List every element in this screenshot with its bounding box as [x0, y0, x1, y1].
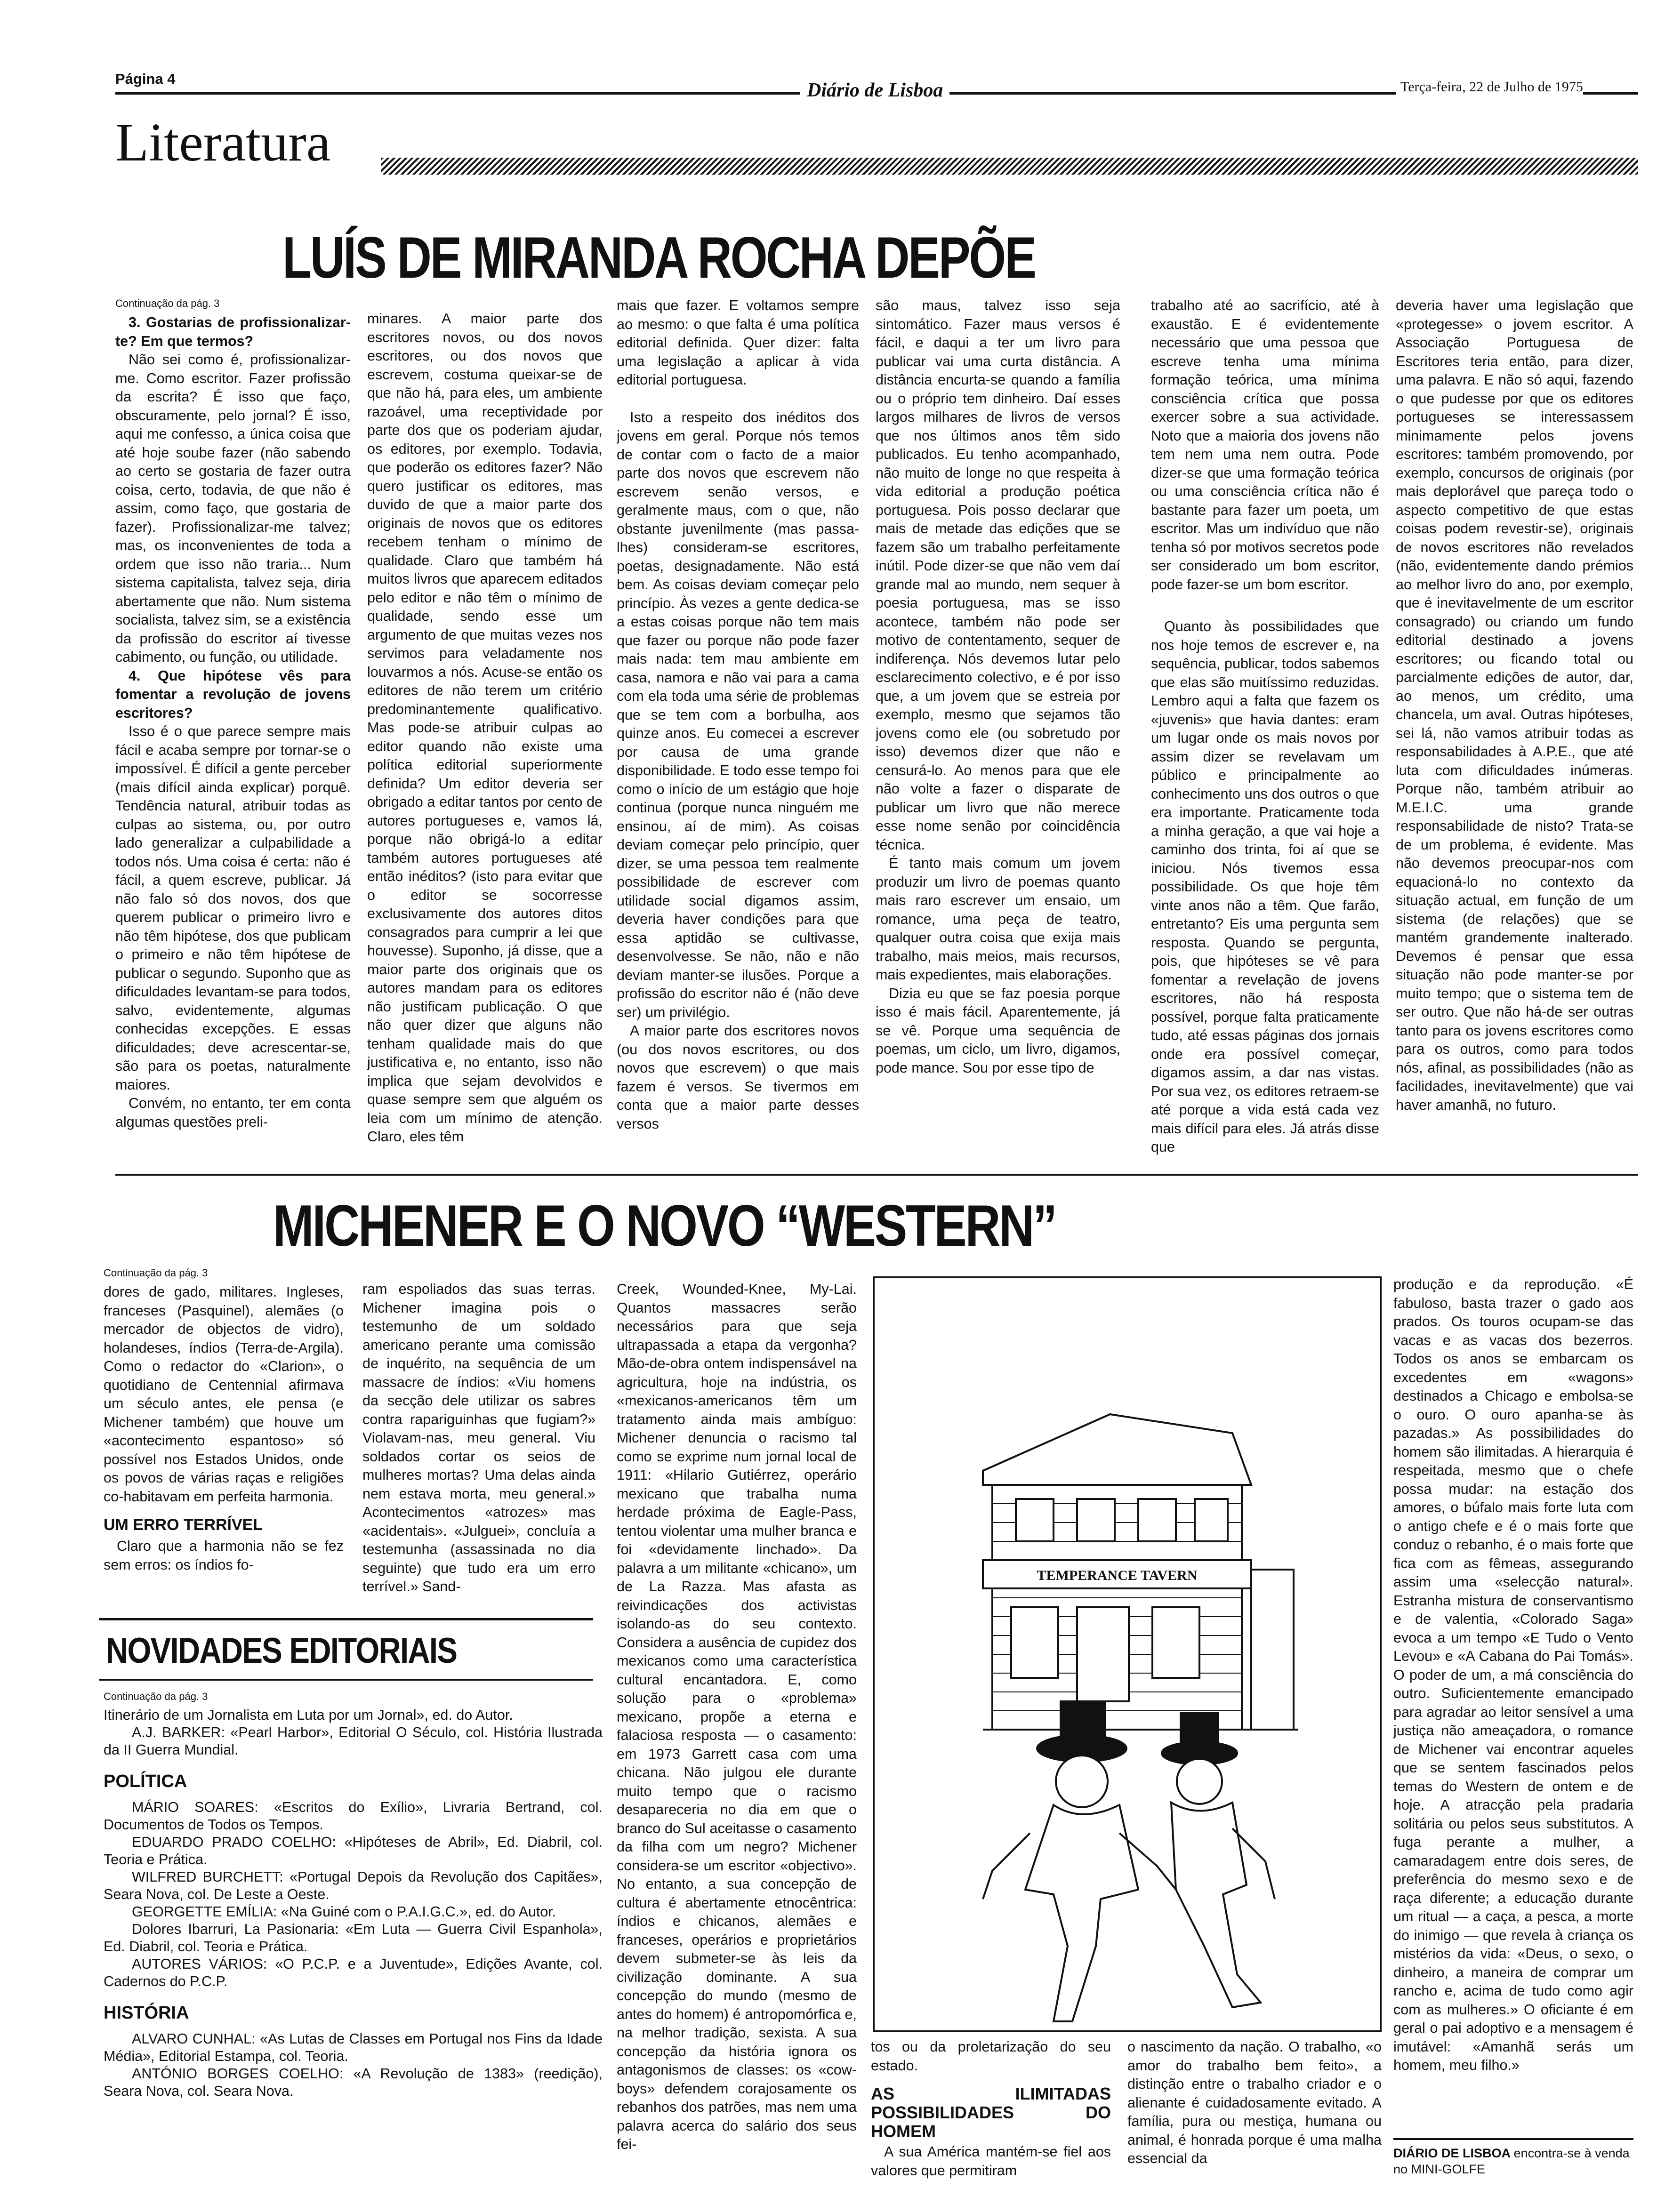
article-separator [115, 1174, 1638, 1176]
article2-col4 [871, 2038, 1111, 2203]
question-3: 3. Gostarias de profissionalizar-te? Em que termos? [115, 314, 351, 349]
newspaper-name: Diário de Lisboa [800, 79, 949, 102]
novidades-bottom-rule [99, 1679, 593, 1681]
continued-label: Continuação da pág. 3 [104, 1267, 208, 1279]
footer-note [1393, 2145, 1633, 2177]
paragraph: minares. A maior parte dos escritores novos, ou dos novos escritores, ou dos novos que escrevem, costuma queixar-se de que não há, para eles, um ambiente razoável, uma receptividade por parte dos que os poderiam ajudar, os editores, por exemplo. Todavia, que poderão os editores fazer? Não quero justificar os editores, mas duvido de que a maior parte dos originais de novos que os editores recebem tenham o mínimo de qualidade. Claro que também há muitos livros que aparecem editados pelo editor e não têm o mínimo de qualidade, sendo esse um argumento de que muitas vezes nos servimos para veladamente nos louvarmos a nós. Acuse-se então os editores de não terem um critério predominantemente qualificativo. Mas pode-se atribuir culpas ao editor quando não existe uma política editorial superiormente definida? Um editor deveria ser obrigado a editar tantos por cento de autores portugueses e, vamos lá, porque não obrigá-lo a editar também autores portugueses até então inéditos? (isto para evitar que o editor se socorresse exclusivamente dos autores ditos consagrados para cumprir a lei que houvesse). Suponho, já disse, que a maior parte dos originais que os autores mandam para os editores não justificam publicação. O que não quer dizer que alguns não tenham qualidade mais do que justificativa e, no entanto, isso não implica que sejam devolvidos e quase sempre sem que alguém os leia com um mínimo de atenção. Claro, eles têm [367, 311, 603, 1145]
article1-headline: LUÍS DE MIRANDA ROCHA DEPÕE [282, 225, 1035, 290]
continued-label: Continuação da pág. 3 [115, 297, 220, 309]
novidades-item: GEORGETTE EMÍLIA: «Na Guiné com o P.A.I.G.C.», ed. do Autor. [132, 1904, 556, 1920]
question-4: 4. Que hipótese vês para fomentar a revolução de jovens escritores? [115, 667, 351, 721]
article1-col6 [1396, 297, 1633, 1162]
paragraph: Isto a respeito dos inéditos dos jovens em geral. Porque nós temos de contar com o facto de a maior parte dos novos que escrevem não escrevem senão versos, e geralmente maus, com o que, não obstante juvenilmente (mas passa-lhes) consideram-se escritores, poetas, designadamente. Não está bem. As coisas deviam começar pelo princípio. Às vezes a gente dedica-se a estas coisas porque não tem mais que fazer ou porque não pode fazer mais nada: tem mau ambiente em casa, namora e não vai para a cama com ela toda uma série de problemas que se tem com a borbulha, aos quinze anos. Eu comecei a escrever por causa de uma grande disponibilidade. E todo esse tempo foi como o início de um estágio que hoje continua (porque nunca ninguém me ensinou, aí de mim). As coisas deviam começar pelo princípio, quer dizer, se uma pessoa tem realmente possibilidade de escrever com utilidade social digamos assim, deveria haver condições para que essa aptidão se cultivasse, desenvolvesse. Se não, não e não deviam manter-se ilusões. Porque a profissão do escritor não é (não deve ser) um privilégio. [617, 409, 859, 1020]
paragraph: mais que fazer. E voltamos sempre ao mesmo: o que falta é uma política editorial definida. Quer dizer: falta uma legislação a aplicar à vida editorial portuguesa. [617, 297, 859, 388]
novidades-item: ANTÓNIO BORGES COELHO: «A Revolução de 1383» (reedição), Seara Nova, col. Seara Nova. [104, 2066, 603, 2099]
paragraph: É tanto mais comum um jovem produzir um livro de poemas quanto mais raro escrever um ensaio, um romance, uma peça de teatro, qualquer outra coisa que exija mais trabalho, mais meios, mais recursos, mais expedientes, mais elaborações. [876, 855, 1120, 983]
illustration-frame [873, 1276, 1382, 2032]
paragraph: são maus, talvez isso seja sintomático. Fazer maus versos é fácil, e daqui a ter um livro para publicar vai uma curta distância. A distância encurta-se quando a família ou o próprio tem dinheiro. Daí esses largos milhares de livros de versos que nos últimos anos têm sido publicados. Eu tenho acompanhado, não muito de longe no que respeita à vida editorial a produção poética portuguesa. Pois posso declarar que mais de metade das edições que se fazem são um trabalho perfeitamente inútil. Pode dizer-se que não vem daí grande mal ao mundo, nem sequer à poesia portuguesa, mas se isso acontece, também não pode ser motivo de contentamento, sequer de indiferença. Nós devemos lutar pelo esclarecimento colectivo, e é por isso que, a um jovem que se estreia por exemplo, mesmo que sejamos tão jovens como ele (ou sobretudo por isso) devemos dizer que não e censurá-lo. Ao menos para que ele não volte a fazer o disparate de publicar um livro que não merece esse nome senão por coincidência técnica. [876, 297, 1120, 853]
footer-rule [1393, 2138, 1633, 2140]
article2-col6 [1393, 1275, 1633, 2137]
novidades-item: AUTORES VÁRIOS: «O P.C.P. e a Juventude», Edições Avante, col. Cadernos do P.C.P. [104, 1956, 603, 1989]
paragraph: Convém, no entanto, ter em conta algumas questões preli- [115, 1095, 351, 1130]
paragraph: Claro que a harmonia não se fez sem erros: os índios fo- [104, 1538, 344, 1573]
novidades-item: EDUARDO PRADO COELHO: «Hipóteses de Abril», Ed. Diabril, col. Teoria e Prática. [104, 1834, 603, 1867]
novidades-item: Dolores Ibarruri, La Pasionaria: «Em Luta — Guerra Civil Espanhola», Ed. Diabril, col. Teoria e Prática. [104, 1921, 603, 1955]
section-title-hatch [381, 158, 1638, 175]
paragraph: dores de gado, militares. Ingleses, franceses (Pasquinel), alemães (o mercador de objectos de vidro), holandeses, índios (Terra-de-Argila). Como o redactor do «Clarion», o quotidiano de Centennial afirmava um século antes, ele pensa (e Michener também) que houve um «acontecimento espantoso» só possível nos Estados Unidos, onde os povos de várias raças e religiões co-habitavam em perfeita harmonia. [104, 1284, 344, 1505]
novidades-item: ALVARO CUNHAL: «As Lutas de Classes em Portugal nos Fins da Idade Média», Editorial Estampa, col. Teoria. [104, 2031, 603, 2064]
paragraph: A maior parte dos escritores novos (ou dos novos escritores, ou dos novos que escrevem) o que mais fazem é versos. Se tivermos em conta que a maior parte desses versos [617, 1023, 859, 1132]
paragraph: A sua América mantém-se fiel aos valores que permitiram [871, 2144, 1111, 2179]
novidades-item: Itinerário de um Jornalista em Luta por um Jornal», ed. do Autor. [104, 1707, 513, 1723]
paragraph: o nascimento da nação. O trabalho, «o amor do trabalho bem feito», a distinção entre o trabalho criador e o alienante é cuidadosamente evitado. A família, pura ou mestiça, humana ou animal, é honrada porque é uma malha essencial da [1127, 2039, 1382, 2166]
article1-col2 [367, 310, 603, 1162]
article2-col5 [1127, 2038, 1382, 2203]
article1-col4 [876, 297, 1120, 1162]
paragraph: Creek, Wounded-Knee, My-Lai. Quantos massacres serão necessários para que seja ultrapassada a etapa da vergonha? Mão-de-obra ontem indispensável na agricultura, hoje na indústria, os «mexicanos-americanos têm um tratamento ainda mais ambíguo: Michener denuncia o racismo tal como se exprime num jornal local de 1911: «Hilario Gutiérrez, operário mexicano que trabalha numa herdade próxima de Eagle-Pass, tentou violentar uma mulher branca e foi «devidamente linchado». Da palavra a um militante «chicano», um de La Razza. Mas afasta as reivindicações dos activistas isolando-as do seu contexto. Considera a ausência de cupidez dos mexicanos como uma característica cultural encantadora. E, como solução para o «problema» mexicano, propõe a eterna e falaciosa resposta — o casamento: em 1973 Garrett casa com uma chicana. Não julgou ele durante muito tempo que o racismo desapareceria no dia em que o branco do Sul aceitasse o casamento da filha com um negro? Michener considera-se um escritor «objectivo». No entanto, a sua concepção de cultura é abertamente etnocêntrica: índios e chicanos, alemães e franceses, operários e proprietários devem submeter-se às leis da civilização dominante. A sua concepção do mundo (mesmo de antes do homem) é antropomórfica e, na melhor tradição, sexista. A sua concepção da história ignora os antagonismos de classes: os «cow-boys» defendem corajosamente os rebanhos dos patrões, mas nem uma palavra acerca do salário dos seus fei- [617, 1281, 857, 2152]
paragraph: Não sei como é, profissionalizar-me. Como escritor. Fazer profissão da escrita? É isso que faço, obscuramente, pelo jornal? É isso, aqui me confesso, a única coisa que até hoje soube fazer (não sabendo ao certo se gostaria de fazer outra coisa, certo, todavia, de que não é assim, como faço, que gostaria de fazer). Profissionalizar-me talvez; mas, os inconvenientes de toda a ordem que isso não traria... Num sistema capitalista, talvez seja, diria abertamente que não. Num sistema socialista, talvez sim, se a existência da profissão do escritor aí tivesse cabimento, ou função, ou utilidade. [115, 352, 351, 665]
subheading: AS ILIMITADAS POSSIBILIDADES DO HOMEM [871, 2084, 1111, 2141]
novidades-headline: NOVIDADES EDITORIAIS [106, 1631, 457, 1671]
article2-col1 [104, 1266, 344, 1605]
article2-col2 [362, 1280, 595, 1605]
novidades-top-rule [99, 1618, 593, 1620]
article1-col5 [1151, 297, 1379, 1162]
footer-text: encontra-se à venda no MINI-GOLFE [1393, 2146, 1630, 2176]
politica-heading: POLÍTICA [104, 1771, 187, 1791]
paragraph: trabalho até ao sacrifício, até à exaustão. E é evidentemente necessário que uma pessoa que escreve tenha uma mínima formação teórica, uma mínima consciência crítica que possa exercer sobre a sua actividade. Noto que a maioria dos jovens não tem nem uma nem outra. Pode dizer-se que uma formação teórica ou uma consciência crítica não é bastante para fazer um poeta, um escritor. Mas um indivíduo que não tenha só por motivos secretos pode ser considerado um bom escritor, pode fazer-se um bom escritor. [1151, 297, 1379, 593]
paragraph: deveria haver uma legislação que «protegesse» o jovem escritor. A Associação Portuguesa de Escritores teria então, para dizer, uma palavra. E não só aqui, fazendo o que pudesse por que os editores portugueses se interessassem minimamente pelos jovens escritores: também promovendo, por exemplo, concursos de originais (por mais deplorável que pareça todo o aspecto competitivo de que estas coisas podem revestir-se), originais de novos escritores não revelados (não, evidentemente dando prémios ao melhor livro do ano, por exemplo, que é inevitavelmente de um escritor consagrado) ou criando um fundo editorial destinado a jovens escritores; ou ficando total ou parcialmente edições de autor, dar, ao menos, um crédito, uma chancela, um aval. Outras hipóteses, sei lá, não vamos atribuir todas as responsabilidades à A.P.E., que até luta com dificuldades inúmeras. Porque não, também atribuir ao M.E.I.C. uma grande responsabilidade de nisto? Trata-se de um problema, é evidente. Mas não devemos preocupar-nos com equacioná-lo no contexto da situação actual, em função de um sistema (de relações) que se mantém grandemente inalterado. Devemos é pensar que essa situação não pode manter-se por muito tempo; que o sistema tem de ser outro. Que não há-de ser outras tanto para os jovens escritores como para os outros, como para todos nós, afinal, as possibilidades (não as facilidades, inevitavelmente) que vai haver amanhã, no futuro. [1396, 297, 1633, 1113]
issue-date: Terça-feira, 22 de Julho de 1975 [1396, 79, 1583, 95]
paragraph: ram espoliados das suas terras. Michener imagina pois o testemunho de um soldado americano perante uma comissão de inquérito, na sequência de um massacre de índios: «Viu homens da secção dele utilizar os sabres contra rapariguinhas que fugiam?» Violavam-nas, meu general. Viu soldados cortar os seios de mulheres mortas? Uma delas ainda nem estava morta, meu general.» Acontecimentos «atrozes» mas «acidentais». «Julguei», concluía a testemunha (assassinada no dia seguinte) que tudo era um erro terrível.» Sand- [362, 1281, 595, 1595]
footer-paper-name: DIÁRIO DE LISBOA [1393, 2146, 1511, 2160]
paragraph: Quanto às possibilidades que nos hoje temos de escrever e, na sequência, publicar, todos sabemos que elas são muitíssimo reduzidas. Lembro aqui a falta que fazem os «juvenis» que havia dantes: eram um lugar onde os mais novos por assim dizer se revelavam um público e principalmente ao conhecimento uns dos outros o que era importante. Praticamente toda a minha geração, a que vai hoje a caminho dos trinta, foi aí que se iniciou. Nós tivemos essa possibilidade. Os que hoje têm vinte anos não a têm. Que farão, entretanto? Eis uma pergunta sem resposta. Quando se pergunta, pois, que hipóteses se vê para fomentar a revelação de jovens escritores, não há resposta possível, porque falta praticamente tudo, até essas páginas dos jornais onde era possível começar, digamos assim, a dar nas vistas. Por sua vez, os editores retraem-se até porque a vida está cada vez mais difícil para eles. Já atrás disse que [1151, 618, 1379, 1155]
historia-heading: HISTÓRIA [104, 2003, 189, 2023]
paragraph: produção e da reprodução. «É fabuloso, basta trazer o gado aos prados. Os touros ocupam-se das vacas e as vacas dos bezerros. Todos os anos se embarcam os excedentes em «wagons» destinados a Chicago e embolsa-se o ouro. O ouro apanha-se às pazadas.» As possibilidades do homem são ilimitadas. A hierarquia é respeitada, mesmo que o chefe possa mudar: na estação dos amores, o búfalo mais forte luta com o antigo chefe e é o mais forte que conduz o rebanho, é o mais forte que fica com as fêmeas, assegurando assim uma «selecção natural». Estranha mistura de conservantismo e de valentia, «Colorado Saga» evoca a um tempo «E Tudo o Vento Levou» e «A Cabana do Pai Tomás». O poder de um, a má consciência do outro. Suficientemente emancipado para agradar ao leitor sensível a uma justiça não ameaçadora, o romance de Michener vai encontrar aqueles que se sentem fascinados pelos temas do Western de ontem e de hoje. A atracção pela pradaria solitária ou pelos seus substitutos. A fuga perante a mulher, a camaradagem entre dois seres, de preferência do mesmo sexo e de raça diferente; a educação durante um ritual — a caça, a pesca, a morte do inimigo — que revela à criança os mistérios da vida: «Deus, o sexo, o dinheiro, a maneira de comprar um rancho e, acima de tudo como agir com as mulheres.» O oficiante é em geral o pai adoptivo e a mensagem é imutável: «Amanhã serás um homem, meu filho.» [1393, 1276, 1633, 2073]
historia-list [104, 2030, 603, 2100]
article2-headline: MICHENER E O NOVO “WESTERN” [273, 1194, 1056, 1258]
continued-label: Continuação da pág. 3 [104, 1691, 208, 1702]
novidades-item: WILFRED BURCHETT: «Portugal Depois da Revolução dos Capitães», Seara Nova, col. De Leste a Oeste. [104, 1869, 603, 1902]
section-title: Literatura [115, 112, 331, 173]
paragraph: tos ou da proletarização do seu estado. [871, 2039, 1111, 2074]
novidades-item: MÁRIO SOARES: «Escritos do Exílio», Livraria Bertrand, col. Documentos de Todos os Tempos. [104, 1799, 603, 1833]
paragraph: Dizia eu que se faz poesia porque isso é mais fácil. Aparentemente, já se vê. Porque uma sequência de poemas, um ciclo, um livro, digamos, pode mance. Sou por esse tipo de [876, 985, 1120, 1076]
page-number: Página 4 [115, 71, 176, 87]
article1-col1 [115, 297, 351, 1162]
article2-col3 [617, 1280, 857, 2203]
subheading: UM ERRO TERRÍVEL [104, 1516, 263, 1534]
article1-col3 [617, 297, 859, 1162]
tavern-sign: TEMPERANCE TAVERN [1037, 1568, 1198, 1583]
paragraph: Isso é o que parece sempre mais fácil e acaba sempre por tornar-se o impossível. É difícil a gente perceber (mais difícil ainda explicar) porquê. Tendência natural, atribuir todas as culpas ao sistema, ou, por outro lado generalizar a culpabilidade a todos nós. Uma coisa é certa: não é fácil, a quem escreve, publicar. Já não falo só dos novos, dos que querem publicar o primeiro livro e não têm hipótese, dos que publicam o primeiro e não têm hipótese de publicar o segundo. Suponho que as dificuldades levantam-se para todos, salvo, evidentemente, algumas conhecidas excepções. E essas dificuldades; deve acrescentar-se, são para os poetas, naturalmente maiores. [115, 723, 351, 1093]
novidades-item: A.J. BARKER: «Pearl Harbor», Editorial O Século, col. História Ilustrada da II Guerra Mundial. [104, 1724, 603, 1758]
novidades-body [104, 1690, 603, 2203]
tavern-cowboys-illustration [875, 1278, 1380, 2030]
politica-list [104, 1799, 603, 1990]
